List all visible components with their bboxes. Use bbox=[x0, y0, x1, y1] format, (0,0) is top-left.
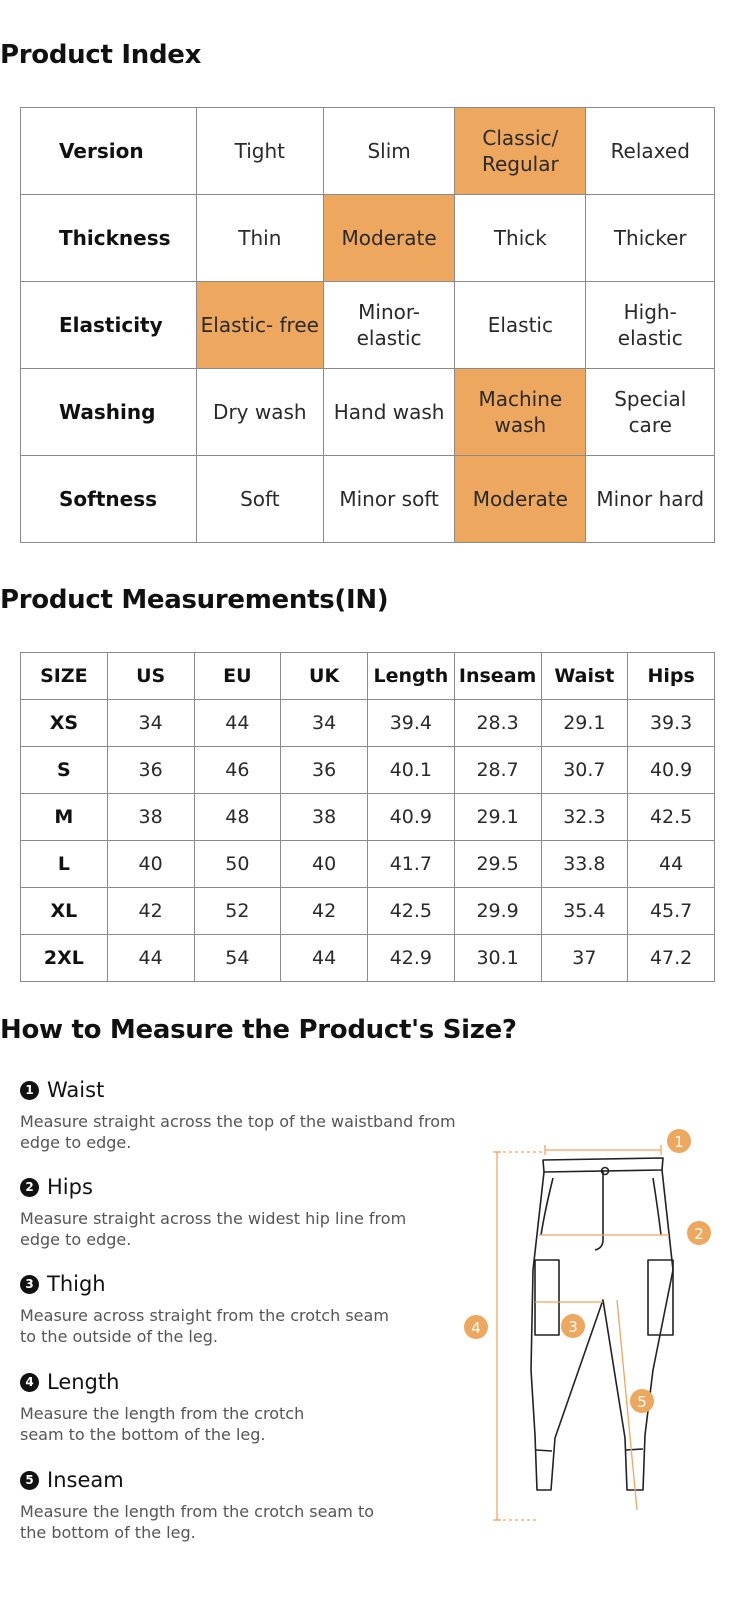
column-header: Hips bbox=[628, 653, 715, 700]
step-title: Hips bbox=[47, 1175, 93, 1199]
table-cell: 29.9 bbox=[454, 888, 541, 935]
step-thigh bbox=[20, 1271, 390, 1347]
table-cell: 36 bbox=[281, 747, 368, 794]
index-row-label: Softness bbox=[21, 456, 197, 543]
column-header: UK bbox=[281, 653, 368, 700]
table-cell: 52 bbox=[194, 888, 281, 935]
size-cell: S bbox=[21, 747, 108, 794]
index-row bbox=[21, 195, 715, 282]
index-option: Minor soft bbox=[323, 456, 454, 543]
index-option: Thin bbox=[196, 195, 323, 282]
table-cell: 39.4 bbox=[368, 700, 455, 747]
size-cell: 2XL bbox=[21, 935, 108, 982]
step-hips bbox=[20, 1174, 410, 1250]
table-cell: 50 bbox=[194, 841, 281, 888]
column-header: SIZE bbox=[21, 653, 108, 700]
svg-text:5: 5 bbox=[637, 1393, 647, 1411]
table-cell: 30.1 bbox=[454, 935, 541, 982]
table-cell: 36 bbox=[107, 747, 194, 794]
index-row bbox=[21, 108, 715, 195]
index-row bbox=[21, 369, 715, 456]
svg-text:3: 3 bbox=[568, 1318, 578, 1336]
table-row bbox=[21, 888, 715, 935]
size-cell: XL bbox=[21, 888, 108, 935]
step-description: Measure straight across the top of the waistband from edge to edge. bbox=[20, 1112, 456, 1152]
step-inseam bbox=[20, 1467, 400, 1543]
step-number-badge: 5 bbox=[20, 1471, 39, 1490]
step-length bbox=[20, 1369, 350, 1445]
svg-text:1: 1 bbox=[674, 1133, 684, 1151]
table-cell: 40 bbox=[107, 841, 194, 888]
column-header: Length bbox=[368, 653, 455, 700]
table-row bbox=[21, 700, 715, 747]
index-option: High- elastic bbox=[586, 282, 715, 369]
table-cell: 45.7 bbox=[628, 888, 715, 935]
table-row bbox=[21, 841, 715, 888]
index-option: Minor hard bbox=[586, 456, 715, 543]
column-header: US bbox=[107, 653, 194, 700]
index-row-label: Version bbox=[21, 108, 197, 195]
step-title: Inseam bbox=[47, 1468, 124, 1492]
table-row bbox=[21, 794, 715, 841]
table-cell: 46 bbox=[194, 747, 281, 794]
index-option: Soft bbox=[196, 456, 323, 543]
index-option: Thick bbox=[455, 195, 586, 282]
table-cell: 44 bbox=[107, 935, 194, 982]
table-cell: 40.1 bbox=[368, 747, 455, 794]
index-option: Special care bbox=[586, 369, 715, 456]
table-cell: 42 bbox=[281, 888, 368, 935]
pants-outline-icon bbox=[531, 1158, 673, 1490]
table-cell: 42.5 bbox=[628, 794, 715, 841]
table-cell: 33.8 bbox=[541, 841, 628, 888]
index-row bbox=[21, 282, 715, 369]
table-cell: 40.9 bbox=[368, 794, 455, 841]
table-cell: 38 bbox=[107, 794, 194, 841]
table-cell: 47.2 bbox=[628, 935, 715, 982]
size-cell: M bbox=[21, 794, 108, 841]
table-cell: 42 bbox=[107, 888, 194, 935]
pants-measure-diagram bbox=[455, 1120, 745, 1530]
table-cell: 32.3 bbox=[541, 794, 628, 841]
table-cell: 44 bbox=[628, 841, 715, 888]
column-header: Inseam bbox=[454, 653, 541, 700]
index-row bbox=[21, 456, 715, 543]
step-description: Measure the length from the crotch seam to the bottom of the leg. bbox=[20, 1502, 375, 1542]
index-option-selected: Moderate bbox=[455, 456, 586, 543]
size-cell: L bbox=[21, 841, 108, 888]
step-number-badge: 2 bbox=[20, 1178, 39, 1197]
step-waist bbox=[20, 1077, 460, 1153]
step-number-badge: 1 bbox=[20, 1081, 39, 1100]
index-option-selected: Machine wash bbox=[455, 369, 586, 456]
index-option: Elastic bbox=[455, 282, 586, 369]
step-number-badge: 4 bbox=[20, 1373, 39, 1392]
table-cell: 54 bbox=[194, 935, 281, 982]
index-option-selected: Classic/ Regular bbox=[455, 108, 586, 195]
step-number-badge: 3 bbox=[20, 1275, 39, 1294]
index-title: Product Index bbox=[0, 40, 202, 70]
table-cell: 44 bbox=[281, 935, 368, 982]
column-header: Waist bbox=[541, 653, 628, 700]
index-row-label: Thickness bbox=[21, 195, 197, 282]
index-option: Relaxed bbox=[586, 108, 715, 195]
howto-title: How to Measure the Product's Size? bbox=[0, 1015, 517, 1045]
step-description: Measure the length from the crotch seam to the bottom of the leg. bbox=[20, 1404, 305, 1444]
index-option: Tight bbox=[196, 108, 323, 195]
table-row bbox=[21, 747, 715, 794]
svg-text:2: 2 bbox=[694, 1225, 704, 1243]
step-title: Waist bbox=[47, 1078, 105, 1102]
table-cell: 44 bbox=[194, 700, 281, 747]
table-cell: 35.4 bbox=[541, 888, 628, 935]
table-cell: 28.7 bbox=[454, 747, 541, 794]
index-option: Slim bbox=[323, 108, 454, 195]
index-option: Thicker bbox=[586, 195, 715, 282]
index-row-label: Washing bbox=[21, 369, 197, 456]
table-cell: 40.9 bbox=[628, 747, 715, 794]
index-option-selected: Moderate bbox=[323, 195, 454, 282]
table-cell: 34 bbox=[281, 700, 368, 747]
table-cell: 42.5 bbox=[368, 888, 455, 935]
table-cell: 39.3 bbox=[628, 700, 715, 747]
table-cell: 37 bbox=[541, 935, 628, 982]
index-option: Hand wash bbox=[323, 369, 454, 456]
index-option-selected: Elastic- free bbox=[196, 282, 323, 369]
size-cell: XS bbox=[21, 700, 108, 747]
step-description: Measure across straight from the crotch seam to the outside of the leg. bbox=[20, 1306, 389, 1346]
table-cell: 42.9 bbox=[368, 935, 455, 982]
step-title: Thigh bbox=[47, 1272, 106, 1296]
step-title: Length bbox=[47, 1370, 120, 1394]
table-cell: 34 bbox=[107, 700, 194, 747]
index-row-label: Elasticity bbox=[21, 282, 197, 369]
table-cell: 30.7 bbox=[541, 747, 628, 794]
step-description: Measure straight across the widest hip line from edge to edge. bbox=[20, 1209, 407, 1249]
index-option: Minor- elastic bbox=[323, 282, 454, 369]
measurements-title: Product Measurements(IN) bbox=[0, 585, 389, 615]
column-header: EU bbox=[194, 653, 281, 700]
svg-text:4: 4 bbox=[471, 1319, 481, 1337]
table-cell: 29.5 bbox=[454, 841, 541, 888]
table-cell: 29.1 bbox=[454, 794, 541, 841]
table-row bbox=[21, 935, 715, 982]
table-cell: 38 bbox=[281, 794, 368, 841]
measurements-table bbox=[20, 652, 715, 982]
table-cell: 29.1 bbox=[541, 700, 628, 747]
index-option: Dry wash bbox=[196, 369, 323, 456]
table-cell: 28.3 bbox=[454, 700, 541, 747]
table-cell: 40 bbox=[281, 841, 368, 888]
product-index-table bbox=[20, 107, 715, 543]
table-cell: 48 bbox=[194, 794, 281, 841]
table-cell: 41.7 bbox=[368, 841, 455, 888]
